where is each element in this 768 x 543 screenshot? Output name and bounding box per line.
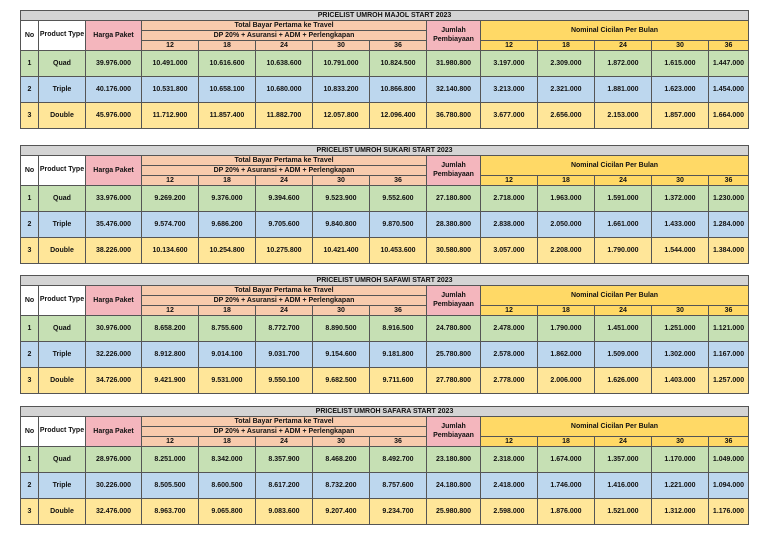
row-cicilan-value: 1.544.000 (652, 238, 709, 264)
row-dp-value: 10.254.800 (199, 238, 256, 264)
row-cicilan-value: 1.221.000 (652, 473, 709, 499)
row-cicilan-value: 2.838.000 (481, 212, 538, 238)
row-cicilan-value: 1.509.000 (595, 342, 652, 368)
row-dp-value: 12.057.800 (313, 103, 370, 129)
row-dp-value: 10.275.800 (256, 238, 313, 264)
row-cicilan-value: 1.251.000 (652, 316, 709, 342)
row-cicilan-value: 2.309.000 (538, 51, 595, 77)
row-jumlah-pembiayaan: 24.180.800 (427, 473, 481, 499)
header-month-dp: 18 (199, 176, 256, 186)
row-dp-value: 9.550.100 (256, 368, 313, 394)
row-no: 1 (21, 316, 39, 342)
row-jumlah-pembiayaan: 32.140.800 (427, 77, 481, 103)
row-cicilan-value: 1.384.000 (709, 238, 749, 264)
row-cicilan-value: 1.121.000 (709, 316, 749, 342)
row-dp-value: 10.491.000 (142, 51, 199, 77)
row-dp-value: 10.134.600 (142, 238, 199, 264)
header-month-cicilan: 24 (595, 437, 652, 447)
row-dp-value: 8.757.600 (370, 473, 427, 499)
header-month-cicilan: 24 (595, 176, 652, 186)
row-dp-value: 8.755.600 (199, 316, 256, 342)
row-product-type: Triple (39, 77, 86, 103)
header-product-type: Product Type (39, 286, 86, 316)
row-product-type: Quad (39, 316, 86, 342)
row-dp-value: 9.234.700 (370, 499, 427, 525)
row-cicilan-value: 3.197.000 (481, 51, 538, 77)
row-product-type: Quad (39, 447, 86, 473)
table-row (21, 51, 749, 77)
row-cicilan-value: 1.876.000 (538, 499, 595, 525)
row-dp-value: 9.394.600 (256, 186, 313, 212)
header-month-cicilan: 18 (538, 437, 595, 447)
row-cicilan-value: 1.170.000 (652, 447, 709, 473)
row-dp-value: 8.732.200 (313, 473, 370, 499)
header-jumlah-pembiayaan: Jumlah Pembiayaan (427, 21, 481, 51)
header-month-cicilan: 30 (652, 41, 709, 51)
row-cicilan-value: 1.433.000 (652, 212, 709, 238)
header-month-dp: 12 (142, 306, 199, 316)
header-month-cicilan: 18 (538, 306, 595, 316)
row-product-type: Double (39, 103, 86, 129)
row-dp-value: 9.065.800 (199, 499, 256, 525)
row-product-type: Double (39, 238, 86, 264)
header-month-dp: 18 (199, 306, 256, 316)
row-jumlah-pembiayaan: 25.980.800 (427, 499, 481, 525)
header-dp-note: DP 20% + Asuransi + ADM + Perlengkapan (142, 296, 427, 306)
header-month-cicilan: 24 (595, 41, 652, 51)
header-nominal-cicilan: Nominal Cicilan Per Bulan (481, 417, 749, 437)
row-dp-value: 11.882.700 (256, 103, 313, 129)
table-row (21, 212, 749, 238)
table-row (21, 186, 749, 212)
row-dp-value: 10.791.000 (313, 51, 370, 77)
header-month-dp: 30 (313, 437, 370, 447)
row-jumlah-pembiayaan: 36.780.800 (427, 103, 481, 129)
row-cicilan-value: 2.656.000 (538, 103, 595, 129)
row-cicilan-value: 1.049.000 (709, 447, 749, 473)
row-harga-paket: 45.976.000 (86, 103, 142, 129)
table-title: PRICELIST UMROH SUKARI START 2023 (21, 146, 749, 156)
header-month-cicilan: 18 (538, 41, 595, 51)
header-harga-paket: Harga Paket (86, 417, 142, 447)
row-cicilan-value: 2.006.000 (538, 368, 595, 394)
header-month-dp: 24 (256, 437, 313, 447)
row-dp-value: 8.772.700 (256, 316, 313, 342)
row-cicilan-value: 1.230.000 (709, 186, 749, 212)
row-cicilan-value: 1.591.000 (595, 186, 652, 212)
row-cicilan-value: 2.478.000 (481, 316, 538, 342)
row-cicilan-value: 2.598.000 (481, 499, 538, 525)
header-total-bayar: Total Bayar Pertama ke Travel (142, 21, 427, 31)
row-harga-paket: 38.226.000 (86, 238, 142, 264)
row-cicilan-value: 1.284.000 (709, 212, 749, 238)
row-cicilan-value: 1.790.000 (595, 238, 652, 264)
header-month-cicilan: 30 (652, 176, 709, 186)
table-row (21, 316, 749, 342)
row-cicilan-value: 1.746.000 (538, 473, 595, 499)
row-product-type: Triple (39, 342, 86, 368)
header-month-dp: 12 (142, 437, 199, 447)
row-dp-value: 8.468.200 (313, 447, 370, 473)
header-dp-note: DP 20% + Asuransi + ADM + Perlengkapan (142, 31, 427, 41)
row-cicilan-value: 1.881.000 (595, 77, 652, 103)
row-cicilan-value: 3.213.000 (481, 77, 538, 103)
row-cicilan-value: 1.447.000 (709, 51, 749, 77)
row-dp-value: 9.014.100 (199, 342, 256, 368)
row-dp-value: 10.866.800 (370, 77, 427, 103)
row-cicilan-value: 1.176.000 (709, 499, 749, 525)
row-dp-value: 8.357.900 (256, 447, 313, 473)
row-no: 2 (21, 77, 39, 103)
row-no: 3 (21, 499, 39, 525)
header-month-cicilan: 12 (481, 437, 538, 447)
row-cicilan-value: 1.312.000 (652, 499, 709, 525)
header-month-cicilan: 24 (595, 306, 652, 316)
row-dp-value: 8.912.800 (142, 342, 199, 368)
header-total-bayar: Total Bayar Pertama ke Travel (142, 156, 427, 166)
table-title: PRICELIST UMROH SAFAWI START 2023 (21, 276, 749, 286)
row-dp-value: 9.181.800 (370, 342, 427, 368)
row-dp-value: 10.453.600 (370, 238, 427, 264)
row-dp-value: 9.552.600 (370, 186, 427, 212)
row-cicilan-value: 1.626.000 (595, 368, 652, 394)
row-product-type: Double (39, 368, 86, 394)
row-cicilan-value: 1.257.000 (709, 368, 749, 394)
header-no: No (21, 417, 39, 447)
table-row (21, 77, 749, 103)
header-product-type: Product Type (39, 417, 86, 447)
row-cicilan-value: 3.677.000 (481, 103, 538, 129)
row-harga-paket: 30.976.000 (86, 316, 142, 342)
row-harga-paket: 40.176.000 (86, 77, 142, 103)
row-dp-value: 9.574.700 (142, 212, 199, 238)
row-jumlah-pembiayaan: 27.780.800 (427, 368, 481, 394)
row-dp-value: 8.251.000 (142, 447, 199, 473)
row-cicilan-value: 2.153.000 (595, 103, 652, 129)
row-no: 3 (21, 368, 39, 394)
row-harga-paket: 34.726.000 (86, 368, 142, 394)
row-jumlah-pembiayaan: 27.180.800 (427, 186, 481, 212)
row-cicilan-value: 1.094.000 (709, 473, 749, 499)
header-harga-paket: Harga Paket (86, 21, 142, 51)
table-row (21, 238, 749, 264)
row-harga-paket: 39.976.000 (86, 51, 142, 77)
row-dp-value: 8.505.500 (142, 473, 199, 499)
row-dp-value: 8.658.200 (142, 316, 199, 342)
header-month-dp: 24 (256, 176, 313, 186)
header-month-dp: 24 (256, 306, 313, 316)
row-dp-value: 8.890.500 (313, 316, 370, 342)
row-dp-value: 9.154.600 (313, 342, 370, 368)
header-jumlah-pembiayaan: Jumlah Pembiayaan (427, 417, 481, 447)
row-cicilan-value: 2.050.000 (538, 212, 595, 238)
row-harga-paket: 33.976.000 (86, 186, 142, 212)
row-cicilan-value: 1.674.000 (538, 447, 595, 473)
pricelist-table (20, 275, 749, 394)
row-dp-value: 10.616.600 (199, 51, 256, 77)
row-cicilan-value: 1.790.000 (538, 316, 595, 342)
row-cicilan-value: 2.718.000 (481, 186, 538, 212)
header-month-cicilan: 36 (709, 306, 749, 316)
header-total-bayar: Total Bayar Pertama ke Travel (142, 286, 427, 296)
row-harga-paket: 32.226.000 (86, 342, 142, 368)
row-cicilan-value: 2.208.000 (538, 238, 595, 264)
header-month-dp: 36 (370, 41, 427, 51)
header-product-type: Product Type (39, 156, 86, 186)
row-dp-value: 8.963.700 (142, 499, 199, 525)
header-jumlah-pembiayaan: Jumlah Pembiayaan (427, 286, 481, 316)
table-row (21, 473, 749, 499)
table-row (21, 342, 749, 368)
header-month-dp: 30 (313, 41, 370, 51)
row-dp-value: 10.833.200 (313, 77, 370, 103)
table-row (21, 499, 749, 525)
row-dp-value: 8.342.000 (199, 447, 256, 473)
row-dp-value: 10.824.500 (370, 51, 427, 77)
row-dp-value: 8.617.200 (256, 473, 313, 499)
row-cicilan-value: 3.057.000 (481, 238, 538, 264)
header-month-dp: 30 (313, 306, 370, 316)
row-dp-value: 11.857.400 (199, 103, 256, 129)
row-cicilan-value: 1.403.000 (652, 368, 709, 394)
row-dp-value: 9.269.200 (142, 186, 199, 212)
table-row (21, 103, 749, 129)
row-product-type: Triple (39, 212, 86, 238)
header-month-dp: 18 (199, 437, 256, 447)
row-harga-paket: 35.476.000 (86, 212, 142, 238)
row-no: 3 (21, 103, 39, 129)
pricelist-table (20, 10, 749, 129)
row-dp-value: 10.421.400 (313, 238, 370, 264)
row-cicilan-value: 1.664.000 (709, 103, 749, 129)
row-cicilan-value: 1.302.000 (652, 342, 709, 368)
row-harga-paket: 28.976.000 (86, 447, 142, 473)
row-dp-value: 9.207.400 (313, 499, 370, 525)
row-cicilan-value: 1.615.000 (652, 51, 709, 77)
row-jumlah-pembiayaan: 30.580.800 (427, 238, 481, 264)
header-no: No (21, 156, 39, 186)
header-month-dp: 36 (370, 306, 427, 316)
row-dp-value: 9.523.900 (313, 186, 370, 212)
row-dp-value: 12.096.400 (370, 103, 427, 129)
row-dp-value: 10.658.100 (199, 77, 256, 103)
row-cicilan-value: 1.661.000 (595, 212, 652, 238)
row-jumlah-pembiayaan: 31.980.800 (427, 51, 481, 77)
row-dp-value: 8.492.700 (370, 447, 427, 473)
row-cicilan-value: 1.454.000 (709, 77, 749, 103)
row-no: 1 (21, 51, 39, 77)
row-harga-paket: 32.476.000 (86, 499, 142, 525)
row-dp-value: 9.531.000 (199, 368, 256, 394)
row-no: 2 (21, 473, 39, 499)
row-cicilan-value: 2.418.000 (481, 473, 538, 499)
header-month-cicilan: 12 (481, 306, 538, 316)
row-cicilan-value: 2.318.000 (481, 447, 538, 473)
row-no: 3 (21, 238, 39, 264)
header-month-cicilan: 36 (709, 176, 749, 186)
header-month-cicilan: 36 (709, 437, 749, 447)
row-cicilan-value: 1.857.000 (652, 103, 709, 129)
header-month-cicilan: 30 (652, 437, 709, 447)
header-nominal-cicilan: Nominal Cicilan Per Bulan (481, 21, 749, 41)
row-dp-value: 9.870.500 (370, 212, 427, 238)
row-jumlah-pembiayaan: 28.380.800 (427, 212, 481, 238)
header-no: No (21, 286, 39, 316)
header-harga-paket: Harga Paket (86, 156, 142, 186)
row-jumlah-pembiayaan: 25.780.800 (427, 342, 481, 368)
row-cicilan-value: 2.321.000 (538, 77, 595, 103)
row-cicilan-value: 1.872.000 (595, 51, 652, 77)
row-no: 2 (21, 342, 39, 368)
header-no: No (21, 21, 39, 51)
header-harga-paket: Harga Paket (86, 286, 142, 316)
row-dp-value: 9.686.200 (199, 212, 256, 238)
table-row (21, 447, 749, 473)
row-cicilan-value: 1.963.000 (538, 186, 595, 212)
row-dp-value: 9.031.700 (256, 342, 313, 368)
row-dp-value: 9.083.600 (256, 499, 313, 525)
row-product-type: Quad (39, 51, 86, 77)
row-dp-value: 10.531.800 (142, 77, 199, 103)
header-month-dp: 24 (256, 41, 313, 51)
header-month-dp: 36 (370, 176, 427, 186)
header-dp-note: DP 20% + Asuransi + ADM + Perlengkapan (142, 166, 427, 176)
row-cicilan-value: 1.451.000 (595, 316, 652, 342)
table-title: PRICELIST UMROH SAFARA START 2023 (21, 407, 749, 417)
pricelist-table (20, 145, 749, 264)
row-cicilan-value: 1.167.000 (709, 342, 749, 368)
row-no: 2 (21, 212, 39, 238)
row-cicilan-value: 1.372.000 (652, 186, 709, 212)
header-month-dp: 12 (142, 41, 199, 51)
header-month-dp: 12 (142, 176, 199, 186)
header-product-type: Product Type (39, 21, 86, 51)
table-title: PRICELIST UMROH MAJOL START 2023 (21, 11, 749, 21)
row-dp-value: 11.712.900 (142, 103, 199, 129)
row-cicilan-value: 1.521.000 (595, 499, 652, 525)
row-dp-value: 9.840.800 (313, 212, 370, 238)
row-no: 1 (21, 186, 39, 212)
row-cicilan-value: 2.578.000 (481, 342, 538, 368)
header-month-cicilan: 36 (709, 41, 749, 51)
row-dp-value: 10.680.000 (256, 77, 313, 103)
header-month-cicilan: 12 (481, 41, 538, 51)
header-jumlah-pembiayaan: Jumlah Pembiayaan (427, 156, 481, 186)
row-dp-value: 9.682.500 (313, 368, 370, 394)
row-cicilan-value: 1.862.000 (538, 342, 595, 368)
header-nominal-cicilan: Nominal Cicilan Per Bulan (481, 286, 749, 306)
table-row (21, 368, 749, 394)
row-cicilan-value: 1.416.000 (595, 473, 652, 499)
row-product-type: Quad (39, 186, 86, 212)
row-dp-value: 9.421.900 (142, 368, 199, 394)
header-month-dp: 36 (370, 437, 427, 447)
row-cicilan-value: 2.778.000 (481, 368, 538, 394)
row-jumlah-pembiayaan: 24.780.800 (427, 316, 481, 342)
pricelist-table (20, 406, 749, 525)
header-total-bayar: Total Bayar Pertama ke Travel (142, 417, 427, 427)
header-nominal-cicilan: Nominal Cicilan Per Bulan (481, 156, 749, 176)
row-cicilan-value: 1.623.000 (652, 77, 709, 103)
row-dp-value: 8.600.500 (199, 473, 256, 499)
row-dp-value: 9.705.600 (256, 212, 313, 238)
header-month-cicilan: 30 (652, 306, 709, 316)
header-month-cicilan: 12 (481, 176, 538, 186)
row-dp-value: 8.916.500 (370, 316, 427, 342)
row-dp-value: 9.376.000 (199, 186, 256, 212)
header-month-cicilan: 18 (538, 176, 595, 186)
header-month-dp: 30 (313, 176, 370, 186)
row-no: 1 (21, 447, 39, 473)
row-dp-value: 9.711.600 (370, 368, 427, 394)
row-harga-paket: 30.226.000 (86, 473, 142, 499)
row-product-type: Triple (39, 473, 86, 499)
header-month-dp: 18 (199, 41, 256, 51)
row-product-type: Double (39, 499, 86, 525)
row-dp-value: 10.638.600 (256, 51, 313, 77)
row-cicilan-value: 1.357.000 (595, 447, 652, 473)
header-dp-note: DP 20% + Asuransi + ADM + Perlengkapan (142, 427, 427, 437)
row-jumlah-pembiayaan: 23.180.800 (427, 447, 481, 473)
